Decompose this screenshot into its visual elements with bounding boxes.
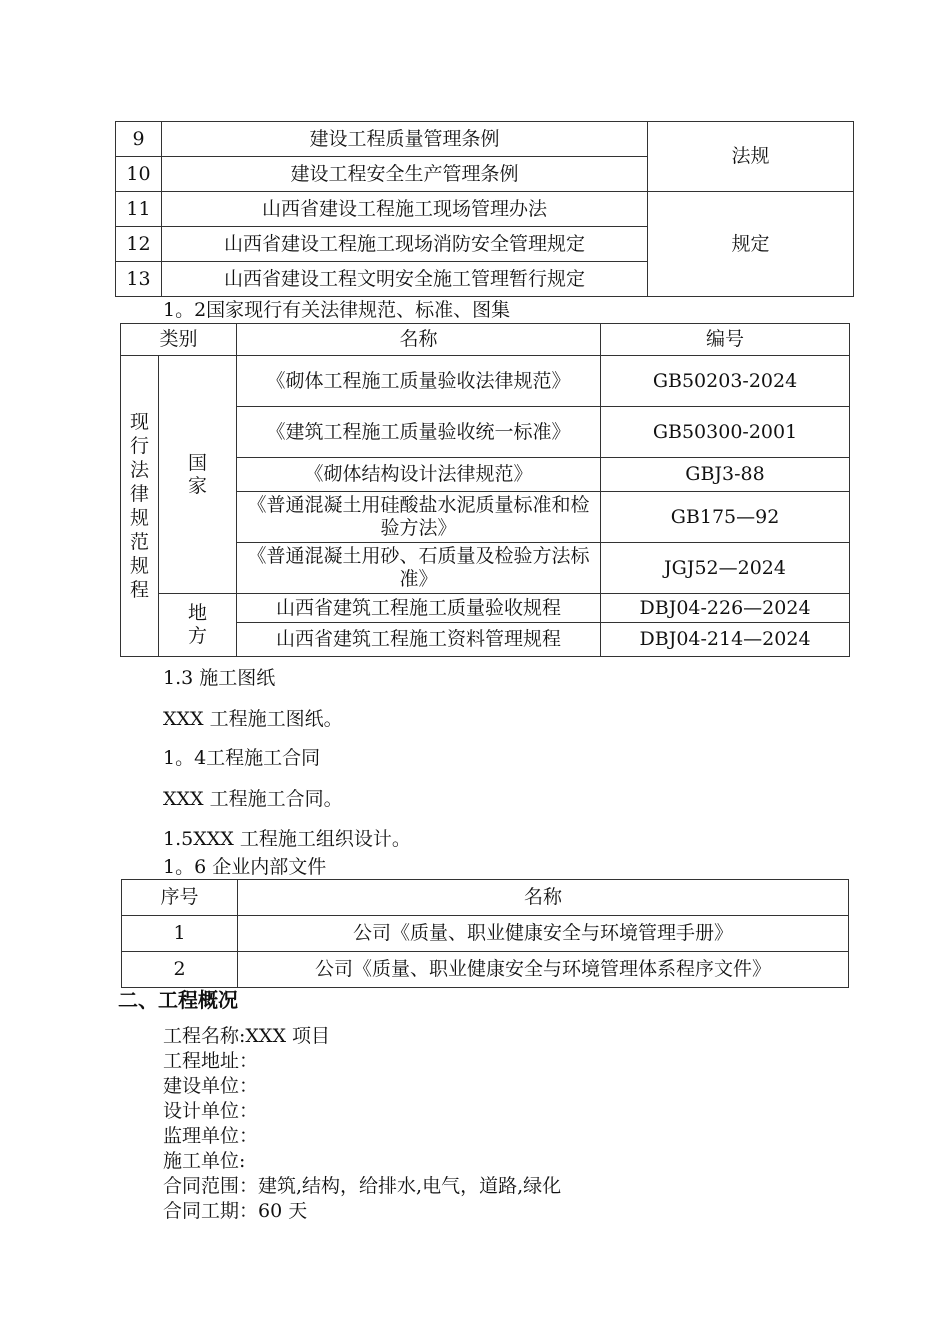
standard-name: 山西省建筑工程施工资料管理规程 bbox=[237, 623, 601, 657]
document-name: 公司《质量、职业健康安全与环境管理体系程序文件》 bbox=[238, 952, 849, 988]
group-label: 法规 bbox=[648, 122, 854, 192]
overview-line: 合同工期：60 天 bbox=[163, 1200, 308, 1222]
standard-name: 《普通混凝土用砂、石质量及检验方法标准》 bbox=[237, 543, 601, 594]
overview-line: 设计单位： bbox=[163, 1100, 259, 1122]
paragraph: XXX 工程施工合同。 bbox=[163, 788, 343, 810]
overview-line: 工程地址： bbox=[163, 1050, 259, 1072]
overview-line: 施工单位: bbox=[163, 1150, 246, 1172]
row-number: 12 bbox=[116, 227, 162, 262]
row-number: 11 bbox=[116, 192, 162, 227]
standard-name: 《普通混凝土用硅酸盐水泥质量标准和检验方法》 bbox=[237, 492, 601, 543]
overview-line: 合同范围：建筑,结构，给排水,电气，道路,绿化 bbox=[163, 1175, 562, 1197]
regulation-name: 山西省建设工程施工现场管理办法 bbox=[162, 192, 648, 227]
standard-name: 《砌体工程施工质量验收法律规范》 bbox=[237, 356, 601, 407]
header-category: 类别 bbox=[121, 324, 237, 356]
document-name: 公司《质量、职业健康安全与环境管理手册》 bbox=[238, 916, 849, 952]
section-heading: 1。4工程施工合同 bbox=[163, 747, 321, 769]
section-heading: 1。6 企业内部文件 bbox=[163, 856, 327, 878]
header-code: 编号 bbox=[601, 324, 850, 356]
header-name: 名称 bbox=[238, 880, 849, 916]
internal-documents-table bbox=[121, 879, 849, 988]
regulation-name: 建设工程安全生产管理条例 bbox=[162, 157, 648, 192]
standard-name: 《砌体结构设计法律规范》 bbox=[237, 458, 601, 492]
overview-line: 工程名称:XXX 项目 bbox=[163, 1025, 331, 1047]
standard-code: DBJ04-214—2024 bbox=[601, 623, 850, 657]
standard-code: JGJ52—2024 bbox=[601, 543, 850, 594]
category-main: 现 行 法 律 规 范 规 程 bbox=[121, 356, 159, 657]
standard-code: GB50203-2024 bbox=[601, 356, 850, 407]
standard-name: 《建筑工程施工质量验收统一标准》 bbox=[237, 407, 601, 458]
subcategory-local: 地 方 bbox=[159, 594, 237, 657]
subcategory-national: 国 家 bbox=[159, 356, 237, 594]
row-number: 13 bbox=[116, 262, 162, 297]
project-overview bbox=[163, 1024, 561, 1224]
header-number: 序号 bbox=[122, 880, 238, 916]
header-name: 名称 bbox=[237, 324, 601, 356]
overview-line: 建设单位： bbox=[163, 1075, 259, 1097]
standard-code: GB175—92 bbox=[601, 492, 850, 543]
regulations-table bbox=[115, 121, 854, 297]
standard-name: 山西省建筑工程施工质量验收规程 bbox=[237, 594, 601, 623]
standard-code: GB50300-2001 bbox=[601, 407, 850, 458]
regulation-name: 山西省建设工程文明安全施工管理暂行规定 bbox=[162, 262, 648, 297]
row-number: 2 bbox=[122, 952, 238, 988]
regulation-name: 建设工程质量管理条例 bbox=[162, 122, 648, 157]
paragraph: XXX 工程施工图纸。 bbox=[163, 708, 343, 730]
section-heading: 1。2国家现行有关法律规范、标准、图集 bbox=[163, 299, 511, 321]
chapter-heading: 二、工程概况 bbox=[118, 988, 238, 1012]
section-heading: 1.3 施工图纸 bbox=[163, 667, 276, 689]
section-heading: 1.5XXX 工程施工组织设计。 bbox=[163, 828, 411, 850]
row-number: 1 bbox=[122, 916, 238, 952]
standard-code: GBJ3-88 bbox=[601, 458, 850, 492]
regulation-name: 山西省建设工程施工现场消防安全管理规定 bbox=[162, 227, 648, 262]
standards-table bbox=[120, 323, 850, 657]
group-label: 规定 bbox=[648, 192, 854, 297]
row-number: 9 bbox=[116, 122, 162, 157]
row-number: 10 bbox=[116, 157, 162, 192]
standard-code: DBJ04-226—2024 bbox=[601, 594, 850, 623]
overview-line: 监理单位： bbox=[163, 1125, 259, 1147]
